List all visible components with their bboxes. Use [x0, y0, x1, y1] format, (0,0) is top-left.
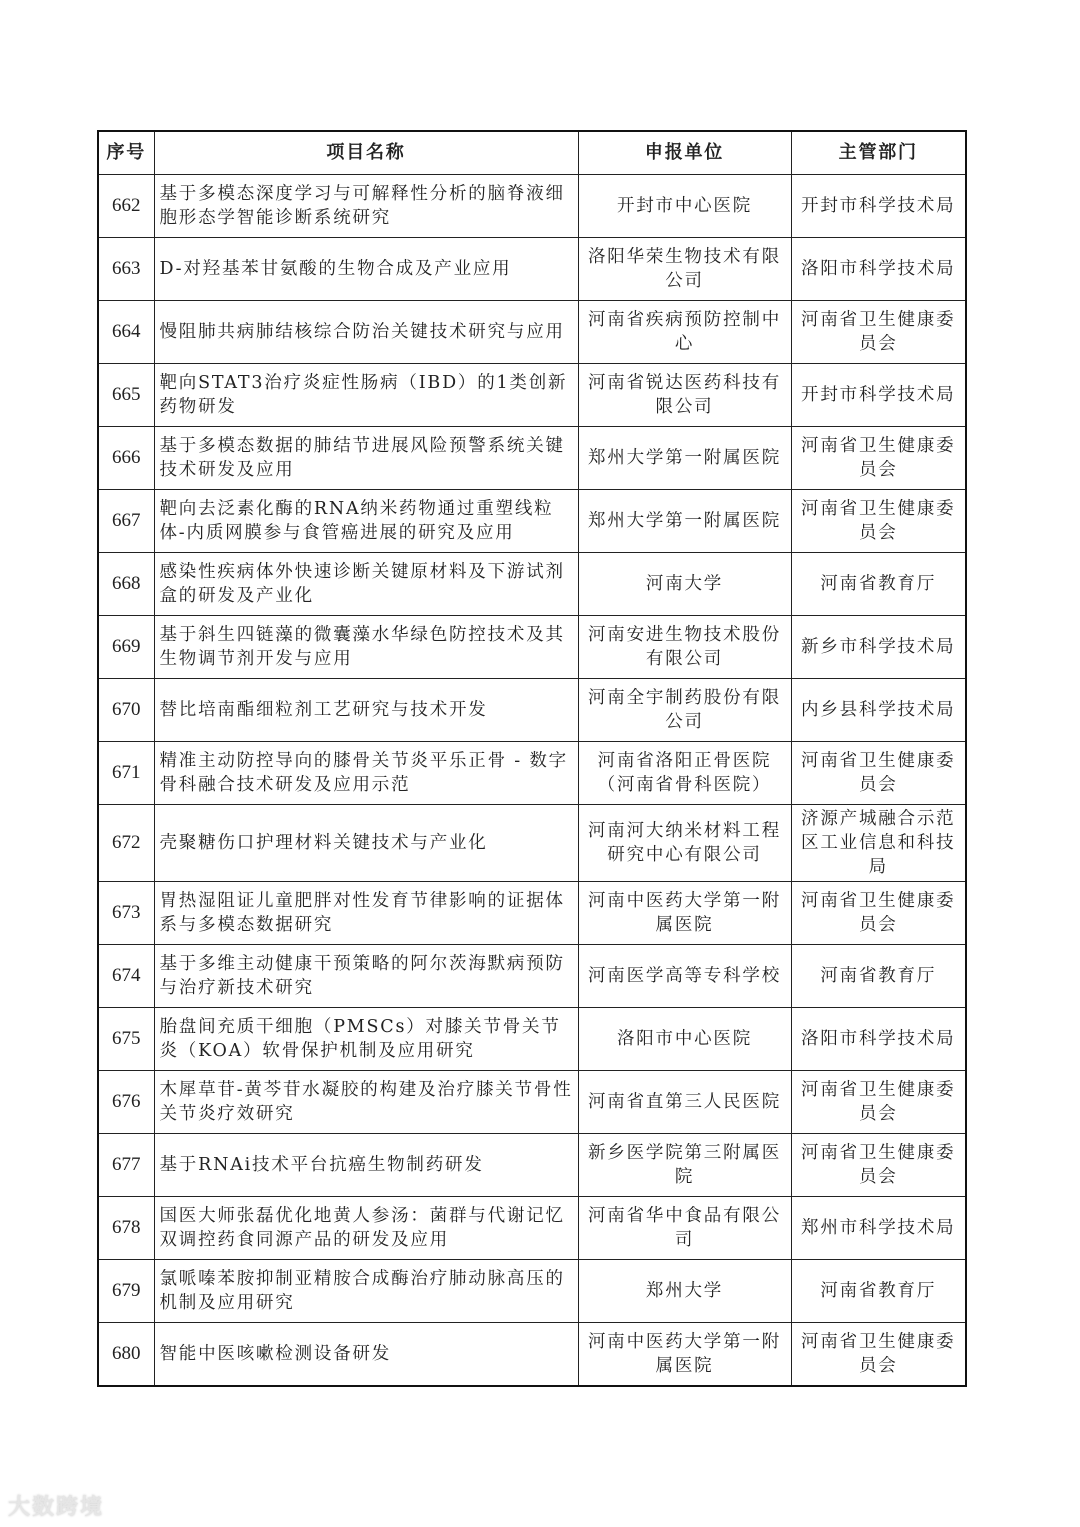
- applicant-unit-cell: 洛阳华荣生物技术有限公司: [578, 238, 791, 301]
- applicant-unit-cell: 新乡医学院第三附属医院: [578, 1134, 791, 1197]
- applicant-unit-cell: 河南省华中食品有限公司: [578, 1197, 791, 1260]
- seq-cell: 678: [98, 1197, 154, 1260]
- table-row: [98, 427, 966, 490]
- supervising-dept-cell: 开封市科学技术局: [791, 364, 966, 427]
- project-name-cell: 替比培南酯细粒剂工艺研究与技术开发: [154, 679, 578, 742]
- applicant-unit-cell: 河南省疾病预防控制中心: [578, 301, 791, 364]
- table-row: [98, 1197, 966, 1260]
- table-row: [98, 882, 966, 945]
- applicant-unit-cell: 郑州大学: [578, 1260, 791, 1323]
- supervising-dept-cell: 洛阳市科学技术局: [791, 238, 966, 301]
- project-name-cell: 壳聚糖伤口护理材料关键技术与产业化: [154, 805, 578, 882]
- supervising-dept-cell: 河南省教育厅: [791, 945, 966, 1008]
- supervising-dept-cell: 河南省卫生健康委员会: [791, 742, 966, 805]
- supervising-dept-cell: 河南省教育厅: [791, 553, 966, 616]
- table-row: [98, 616, 966, 679]
- project-table: [97, 130, 967, 1387]
- table-row: [98, 742, 966, 805]
- seq-cell: 665: [98, 364, 154, 427]
- seq-cell: 668: [98, 553, 154, 616]
- seq-cell: 670: [98, 679, 154, 742]
- project-name-cell: 基于多模态深度学习与可解释性分析的脑脊液细胞形态学智能诊断系统研究: [154, 175, 578, 238]
- supervising-dept-cell: 新乡市科学技术局: [791, 616, 966, 679]
- applicant-unit-cell: 河南安进生物技术股份有限公司: [578, 616, 791, 679]
- seq-cell: 672: [98, 805, 154, 882]
- applicant-unit-cell: 开封市中心医院: [578, 175, 791, 238]
- project-name-cell: 胃热湿阻证儿童肥胖对性发育节律影响的证据体系与多模态数据研究: [154, 882, 578, 945]
- supervising-dept-cell: 河南省卫生健康委员会: [791, 427, 966, 490]
- seq-cell: 673: [98, 882, 154, 945]
- seq-cell: 676: [98, 1071, 154, 1134]
- supervising-dept-cell: 洛阳市科学技术局: [791, 1008, 966, 1071]
- header-project-name: 项目名称: [154, 131, 578, 175]
- project-name-cell: 木犀草苷-黄芩苷水凝胶的构建及治疗膝关节骨性关节炎疗效研究: [154, 1071, 578, 1134]
- seq-cell: 664: [98, 301, 154, 364]
- supervising-dept-cell: 开封市科学技术局: [791, 175, 966, 238]
- supervising-dept-cell: 河南省卫生健康委员会: [791, 490, 966, 553]
- applicant-unit-cell: 郑州大学第一附属医院: [578, 490, 791, 553]
- supervising-dept-cell: 内乡县科学技术局: [791, 679, 966, 742]
- applicant-unit-cell: 河南中医药大学第一附属医院: [578, 1323, 791, 1387]
- applicant-unit-cell: 河南中医药大学第一附属医院: [578, 882, 791, 945]
- applicant-unit-cell: 河南省洛阳正骨医院（河南省骨科医院）: [578, 742, 791, 805]
- project-name-cell: D-对羟基苯甘氨酸的生物合成及产业应用: [154, 238, 578, 301]
- project-name-cell: 基于斜生四链藻的微囊藻水华绿色防控技术及其生物调节剂开发与应用: [154, 616, 578, 679]
- seq-cell: 669: [98, 616, 154, 679]
- table-row: [98, 175, 966, 238]
- seq-cell: 666: [98, 427, 154, 490]
- table-row: [98, 1071, 966, 1134]
- supervising-dept-cell: 河南省卫生健康委员会: [791, 301, 966, 364]
- table-row: [98, 553, 966, 616]
- project-name-cell: 基于多模态数据的肺结节进展风险预警系统关键技术研发及应用: [154, 427, 578, 490]
- applicant-unit-cell: 郑州大学第一附属医院: [578, 427, 791, 490]
- supervising-dept-cell: 河南省卫生健康委员会: [791, 1323, 966, 1387]
- table-row: [98, 805, 966, 882]
- project-name-cell: 感染性疾病体外快速诊断关键原材料及下游试剂盒的研发及产业化: [154, 553, 578, 616]
- applicant-unit-cell: 河南省锐达医药科技有限公司: [578, 364, 791, 427]
- header-supervising-dept: 主管部门: [791, 131, 966, 175]
- watermark-logo: 大数跨境: [8, 1495, 105, 1520]
- table-row: [98, 679, 966, 742]
- seq-cell: 662: [98, 175, 154, 238]
- seq-cell: 680: [98, 1323, 154, 1387]
- seq-cell: 667: [98, 490, 154, 553]
- table-row: [98, 1134, 966, 1197]
- project-name-cell: 智能中医咳嗽检测设备研发: [154, 1323, 578, 1387]
- header-seq: 序号: [98, 131, 154, 175]
- seq-cell: 671: [98, 742, 154, 805]
- table-row: [98, 238, 966, 301]
- applicant-unit-cell: 洛阳市中心医院: [578, 1008, 791, 1071]
- supervising-dept-cell: 河南省卫生健康委员会: [791, 1071, 966, 1134]
- supervising-dept-cell: 河南省卫生健康委员会: [791, 882, 966, 945]
- project-name-cell: 慢阻肺共病肺结核综合防治关键技术研究与应用: [154, 301, 578, 364]
- table-row: [98, 1323, 966, 1387]
- table-row: [98, 301, 966, 364]
- project-name-cell: 国医大师张磊优化地黄人参汤：菌群与代谢记忆双调控药食同源产品的研发及应用: [154, 1197, 578, 1260]
- table-row: [98, 1260, 966, 1323]
- supervising-dept-cell: 河南省卫生健康委员会: [791, 1134, 966, 1197]
- applicant-unit-cell: 河南河大纳米材料工程研究中心有限公司: [578, 805, 791, 882]
- table-body: [98, 175, 966, 1387]
- project-name-cell: 氯哌嗪苯胺抑制亚精胺合成酶治疗肺动脉高压的机制及应用研究: [154, 1260, 578, 1323]
- supervising-dept-cell: 济源产城融合示范区工业信息和科技局: [791, 805, 966, 882]
- table-row: [98, 945, 966, 1008]
- applicant-unit-cell: 河南大学: [578, 553, 791, 616]
- table-row: [98, 1008, 966, 1071]
- project-name-cell: 靶向去泛素化酶的RNA纳米药物通过重塑线粒体-内质网膜参与食管癌进展的研究及应用: [154, 490, 578, 553]
- project-name-cell: 基于RNAi技术平台抗癌生物制药研发: [154, 1134, 578, 1197]
- seq-cell: 679: [98, 1260, 154, 1323]
- applicant-unit-cell: 河南省直第三人民医院: [578, 1071, 791, 1134]
- seq-cell: 675: [98, 1008, 154, 1071]
- seq-cell: 663: [98, 238, 154, 301]
- supervising-dept-cell: 郑州市科学技术局: [791, 1197, 966, 1260]
- table-row: [98, 490, 966, 553]
- seq-cell: 674: [98, 945, 154, 1008]
- seq-cell: 677: [98, 1134, 154, 1197]
- project-name-cell: 精准主动防控导向的膝骨关节炎平乐正骨 - 数字骨科融合技术研发及应用示范: [154, 742, 578, 805]
- project-name-cell: 靶向STAT3治疗炎症性肠病（IBD）的1类创新药物研发: [154, 364, 578, 427]
- supervising-dept-cell: 河南省教育厅: [791, 1260, 966, 1323]
- project-name-cell: 基于多维主动健康干预策略的阿尔茨海默病预防与治疗新技术研究: [154, 945, 578, 1008]
- project-name-cell: 胎盘间充质干细胞（PMSCs）对膝关节骨关节炎（KOA）软骨保护机制及应用研究: [154, 1008, 578, 1071]
- applicant-unit-cell: 河南全宇制药股份有限公司: [578, 679, 791, 742]
- table-header-row: [98, 131, 966, 175]
- table-row: [98, 364, 966, 427]
- applicant-unit-cell: 河南医学高等专科学校: [578, 945, 791, 1008]
- header-applicant-unit: 申报单位: [578, 131, 791, 175]
